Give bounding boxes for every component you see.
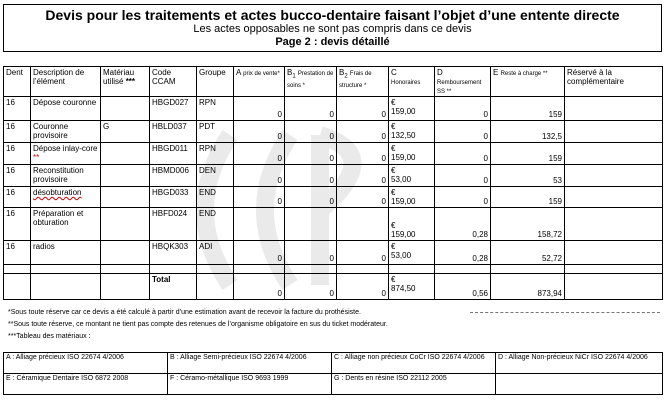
document-header [3, 4, 662, 52]
col-d: D Remboursement SS ** [435, 67, 491, 97]
table-header-row [4, 67, 663, 97]
col-groupe: Groupe [197, 67, 234, 97]
col-description: Description de l’élément [31, 67, 101, 97]
col-dent: Dent [4, 67, 31, 97]
col-materiau: Matériau utilisé *** [101, 67, 150, 97]
col-b2: $B_2$ Frais de structure * [337, 67, 389, 97]
table-row: 16 Couronne provisoire G HBLD037 PDT 0 0 0 € 132,50 0 132,5 [4, 121, 663, 143]
table-row: 16 Préparation et obturation HBFD024 END € 159,00 0,28 158,72 [4, 208, 663, 241]
materials-row: A : Alliage précieux ISO 22674 4/2006 B : Alliage Semi-précieux ISO 22674 4/2006 C : Alliage non précieux CoCr ISO 22674 4/2006 D : Alliage Non-précieux NiCr ISO 22674 4/2006 [4, 353, 663, 374]
col-code: Code CCAM [150, 67, 197, 97]
materials-table [3, 352, 663, 395]
total-row: Total 0 0 0 € 874,50 0,56 873,94 [4, 274, 663, 300]
table-row: 16 désobturation HBGD033 END 0 0 0 € 159,00 0 159 [4, 187, 663, 208]
table-row: 16 Reconstitution provisoire HBMD006 DEN 0 0 0 € 53,00 0 53 [4, 165, 663, 187]
footnote-estimation: *Sous toute réserve car ce devis a été calculé à partir d’une estimation avant de recevoir la facture du prothésiste. [8, 309, 361, 316]
col-a: A prix de vente* [234, 67, 285, 97]
footnote-materiaux: ***Tableau des matériaux : [8, 333, 91, 340]
table-row: 16 Dépose inlay-core ** HBGD011 RPN 0 0 0 € 159,00 0 159 [4, 143, 663, 165]
footnote-remboursement: **Sous toute réserve, ce montant ne tient pas compte des retenues de l’organisme obligatoire en sus du ticket modérateur. [8, 321, 388, 328]
col-e: E Reste à charge ** [491, 67, 565, 97]
page-label: Page 2 : devis détaillé [275, 36, 390, 48]
col-b1: $B_1$ Prestation de soins * [285, 67, 337, 97]
col-reserve: Réservé à la complémentaire [565, 67, 663, 97]
total-label: Total [150, 274, 197, 300]
materials-row: E : Céramique Dentaire ISO 6872 2008 F : Céramo-métallique ISO 9693 1999 G : Dents en résine ISO 22112 2005 [4, 374, 663, 395]
devis-table [3, 66, 663, 300]
document-title: Devis pour les traitements et actes bucco-dentaire faisant l’objet d’une entente directe [45, 7, 620, 23]
table-row-empty [4, 265, 663, 274]
footnotes [8, 308, 658, 344]
document-subtitle: Les actes opposables ne sont pas compris dans ce devis [193, 23, 472, 35]
table-row: 16 Dépose couronne HBGD027 RPN 0 0 0 € 159,00 0 159 [4, 97, 663, 121]
table-row: 16 radios HBQK303 ADI 0 0 0 € 53,00 0,28 52,72 [4, 241, 663, 265]
col-c: C Honoraires [389, 67, 435, 97]
